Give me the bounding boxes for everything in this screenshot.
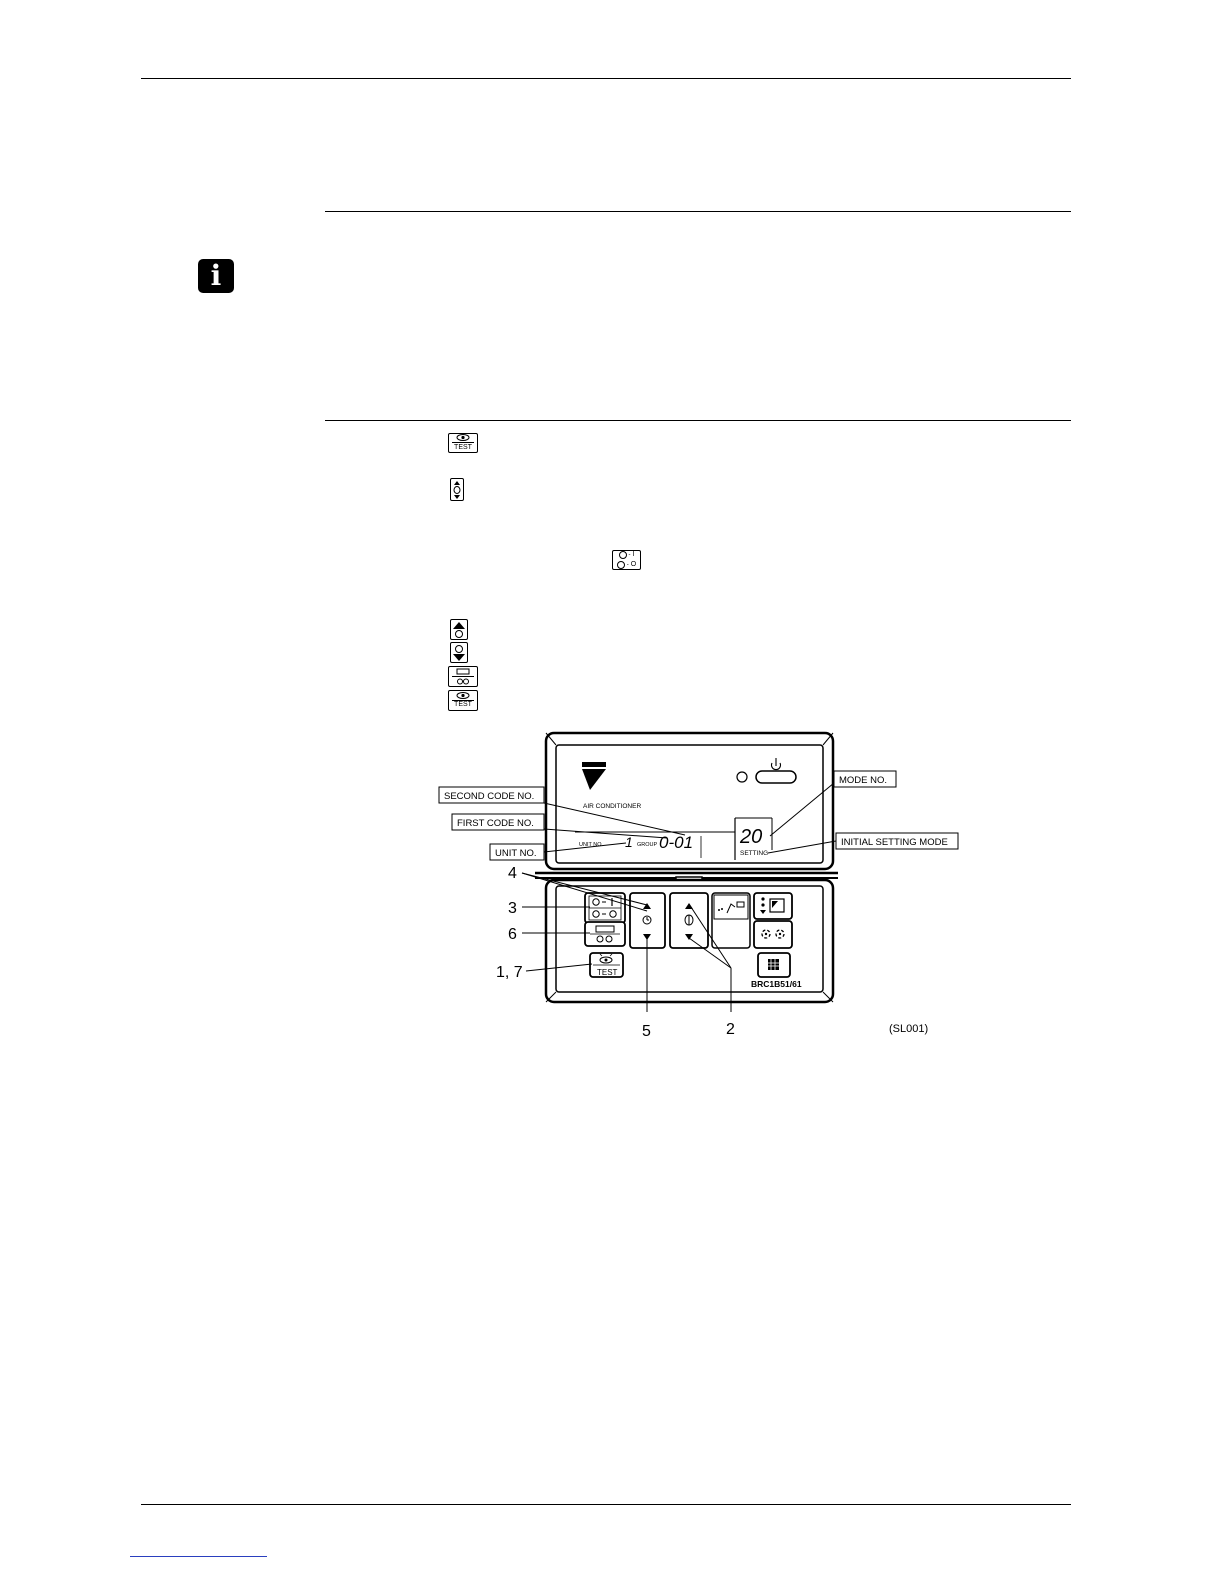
operation-mode-button[interactable] [754, 893, 792, 919]
fan-speed-button[interactable] [754, 921, 792, 948]
air-flow-direction-button[interactable] [712, 893, 750, 948]
model-name: BRC1B51/61 [751, 979, 802, 989]
air-conditioner-label: AIR CONDITIONER [583, 803, 642, 810]
footer-link-underline[interactable] [130, 1556, 267, 1557]
step-number-4: 4 [508, 865, 517, 882]
lcd-group-label: GROUP [637, 842, 658, 848]
lcd-code-digits: 0-01 [659, 833, 694, 852]
step-number-6: 6 [508, 926, 517, 943]
lcd-unit-no-label: UNIT NO. [579, 842, 604, 848]
info-icon: i [198, 259, 234, 293]
callout-second-code [439, 787, 544, 803]
callout-initial-setting-mode-text: INITIAL SETTING MODE [841, 837, 948, 848]
ventilation-button[interactable] [758, 953, 790, 977]
step-number-1-7: 1, 7 [496, 964, 523, 981]
callout-first-code-text: FIRST CODE NO. [457, 818, 534, 829]
test-button-label: TEST [597, 968, 618, 977]
timer-on-off-key-icon: - I - O [612, 550, 641, 570]
callout-initial-setting-mode [836, 833, 958, 849]
callout-unit-no [490, 844, 544, 860]
test-key-label-2: TEST [454, 701, 472, 709]
test-key-label: TEST [454, 443, 472, 451]
callout-unit-no-text: UNIT NO. [495, 848, 537, 859]
timer-on-label: I [632, 551, 635, 558]
timer-off-label: O [630, 561, 637, 568]
step-number-5: 5 [642, 1023, 651, 1040]
step-number-2: 2 [726, 1021, 735, 1038]
lcd-unit-digit: 1 [625, 834, 633, 850]
figure-reference: (SL001) [889, 1023, 929, 1035]
lcd-mode-digits: 20 [740, 826, 763, 848]
temperature-adjust-button[interactable] [670, 893, 708, 948]
step-number-3: 3 [508, 900, 517, 917]
on-off-button[interactable] [756, 771, 796, 783]
callout-mode-no-text: MODE NO. [839, 775, 888, 786]
callout-second-code-text: SECOND CODE NO. [444, 791, 535, 802]
lcd-setting-label: SETTING [740, 850, 769, 857]
filter-reset-button[interactable] [585, 922, 625, 946]
callout-first-code [452, 814, 544, 830]
callout-mode-no [834, 771, 896, 787]
